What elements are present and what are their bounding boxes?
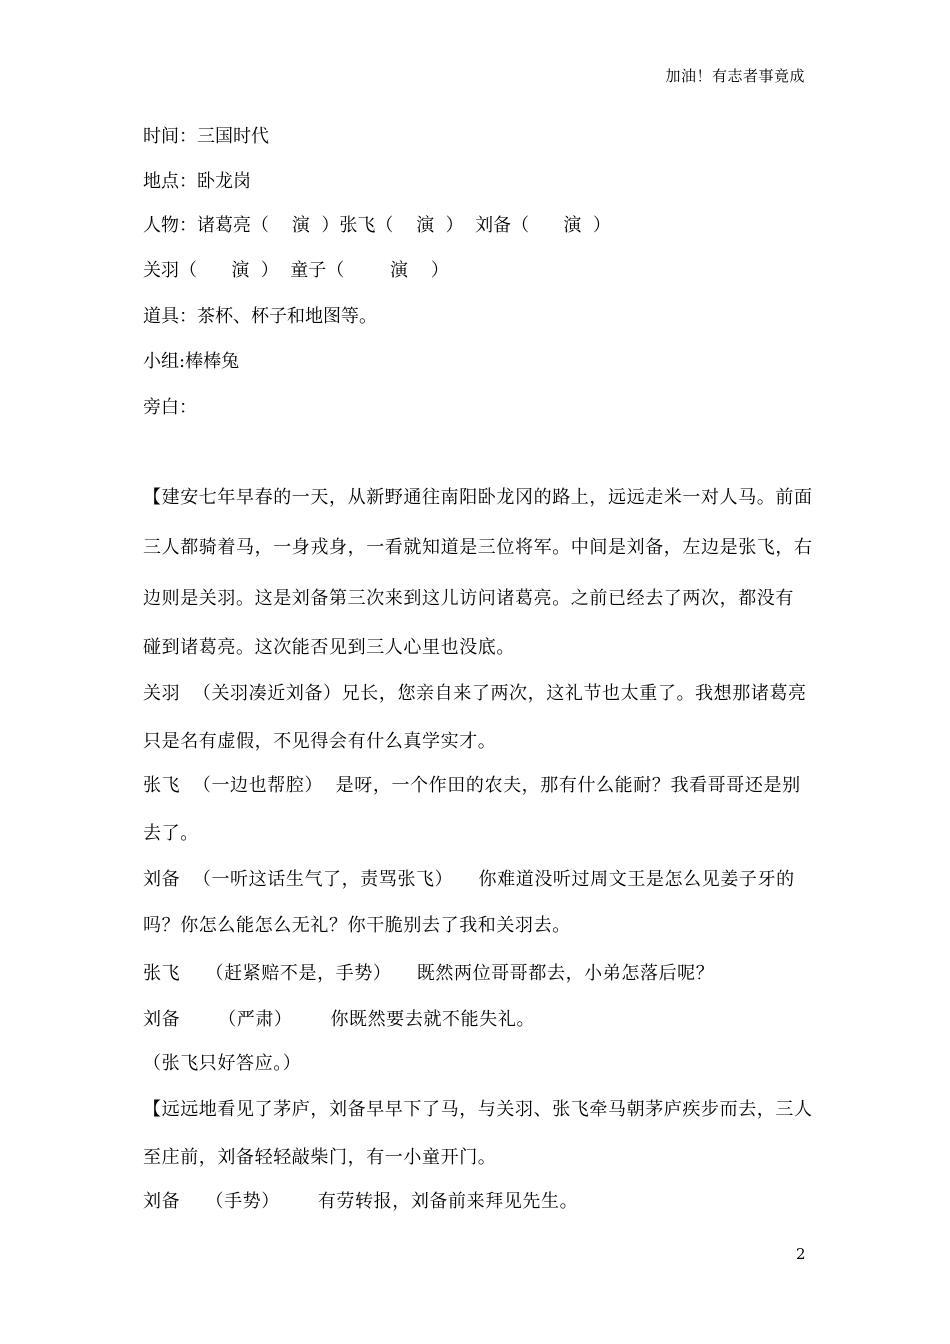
script-line: 去了。	[143, 823, 199, 844]
info-place: 地点：卧龙岗	[143, 171, 251, 192]
script-line: 吗？你怎么能怎么无礼？你干脆别去了我和关羽去。	[143, 915, 571, 936]
info-group: 小组:棒棒兔	[143, 351, 240, 372]
script-line: 碰到诸葛亮。这次能否见到三人心里也没底。	[143, 637, 515, 658]
info-props: 道具：茶杯、杯子和地图等。	[143, 306, 377, 327]
info-characters-1: 人物：诸葛亮（ 演 ）张飞（ 演 ） 刘备（ 演 ）	[143, 215, 611, 236]
script-line: 刘备 （手势） 有劳转报，刘备前来拜见先生。	[143, 1191, 579, 1212]
script-line: 张飞 （一边也帮腔） 是呀，一个作田的农夫，那有什么能耐？我看哥哥还是别	[143, 775, 801, 796]
script-line: （张飞只好答应。）	[143, 1053, 302, 1074]
info-narration: 旁白：	[143, 397, 197, 418]
script-line: 至庄前，刘备轻轻敲柴门，有一小童开门。	[143, 1147, 497, 1168]
script-line: 边则是关羽。这是刘备第三次来到这儿访问诸葛亮。之前已经去了两次，都没有	[143, 588, 794, 609]
script-line: 【远远地看见了茅庐，刘备早早下了马，与关羽、张飞牵马朝茅庐疾步而去，三人	[143, 1099, 813, 1120]
script-line: 刘备 （一听这话生气了，责骂张飞） 你难道没听过周文王是怎么见姜子牙的	[143, 869, 795, 890]
page-number: 2	[796, 1245, 806, 1263]
script-line: 只是名有虚假，不见得会有什么真学实才。	[143, 731, 497, 752]
script-line: 【建安七年早春的一天，从新野通往南阳卧龙冈的路上，远远走米一对人马。前面	[143, 487, 813, 508]
script-line: 张飞 （赶紧赔不是，手势） 既然两位哥哥都去，小弟怎落后呢？	[143, 963, 715, 984]
script-line: 三人都骑着马，一身戎身，一看就知道是三位将军。中间是刘备，左边是张飞，右	[143, 537, 813, 558]
script-line: 关羽 （关羽凑近刘备）兄长，您亲自来了两次，这礼节也太重了。我想那诸葛亮	[143, 683, 807, 704]
info-characters-2: 关羽（ 演 ） 童子（ 演 ）	[143, 260, 449, 281]
info-time: 时间：三国时代	[143, 126, 269, 147]
script-line: 刘备 （严肃） 你既然要去就不能失礼。	[143, 1009, 536, 1030]
page-header: 加油！有志者事竟成	[665, 67, 805, 85]
